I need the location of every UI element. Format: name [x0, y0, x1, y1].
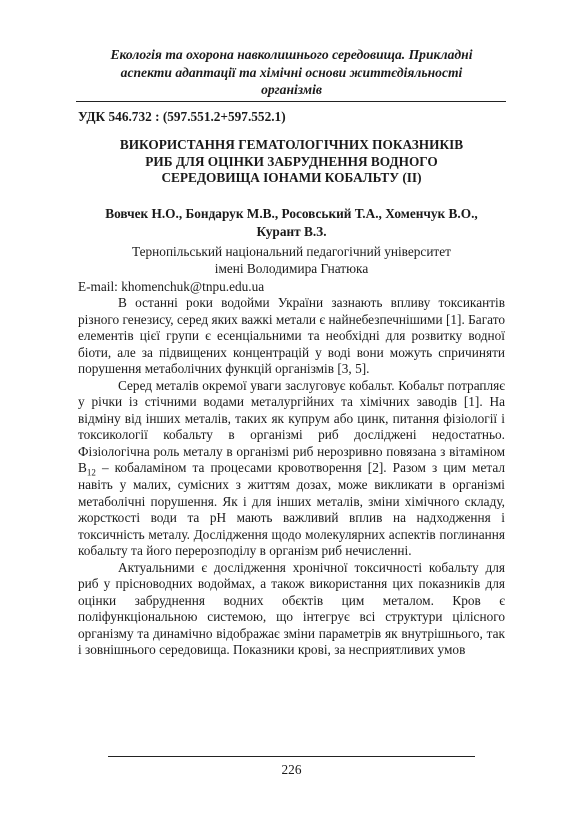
body-paragraph: Актуальними є дослідження хронічної токсичності кобальту для риб у прісноводних водоймах, а також використання цих показників для оцінки забруднення водних обєктів цим металом. Кров є поліфункціональною системою, що інтегрує всі структури цілісного організму та динамічно відображає зміни параметрів як внутрішнього, так і зовнішнього середовища. Показники крові, за несприятливих умов — [78, 559, 505, 658]
body-text: – кобаламіном та процесами кровотворення [2]. Разом з цим метал навіть у малих, сумісних з життям дозах, може викликати в організмі метаболічні порушення. Як і для інших металів, зміни хімічного складу, жорсткості води та pH мають важливий вплив на надходження і токсичність металу. Дослідження щодо молекулярних аспектів поглинання кобальту та його перерозподілу в організм риб нечисленні. — [78, 460, 505, 559]
body-text: Серед металів окремої уваги заслуговує кобальт. Кобальт потрапляє у річки із стічними водами металургійних та хімічних заводів [1]. На відміну від інших металів, таких як купрум або цинк, питання фізіології і токсикології кобальту в організмі риб досліджені недостатньо. Фізіологічна роль металу в організмі риб нерозривно повязана з вітаміном B — [78, 377, 505, 476]
running-header-line: організмів — [261, 82, 322, 97]
running-header-line: Екологія та охорона навколишнього середовища. Прикладні — [110, 47, 473, 62]
paper-title-line: РИБ ДЛЯ ОЦІНКИ ЗАБРУДНЕННЯ ВОДНОГО — [145, 153, 438, 169]
header-divider — [76, 101, 506, 102]
page-number: 226 — [281, 762, 302, 777]
affiliation-line: Тернопільський національний педагогічний університет — [132, 244, 451, 259]
contact-email: E-mail: khomenchuk@tnpu.edu.ua — [78, 279, 265, 294]
footer-divider — [108, 756, 475, 757]
udc-code: УДК 546.732 : (597.551.2+597.552.1) — [78, 109, 286, 124]
author-line: Курант В.З. — [256, 223, 327, 239]
author-list — [78, 205, 505, 240]
author-line: Вовчек Н.О., Бондарук М.В., Росовський Т.А., Хоменчук В.О., — [105, 206, 478, 221]
running-header — [78, 46, 505, 99]
affiliation-line: імені Володимира Гнатюка — [214, 261, 369, 276]
article-body — [78, 295, 505, 659]
paper-title-line: СЕРЕДОВИЩА ІОНАМИ КОБАЛЬТУ (ІІ) — [161, 170, 422, 185]
body-paragraph: В останні роки водойми України зазнають впливу токсикантів різного генезису, серед яких важкі метали є найнебезпечнішими [1]. Багато елементів цієї групи є есенціальними та необхідні для розвитку водної біоти, але за підвищених концентрацій у воді вони можуть спричиняти порушення метаболічних функцій організмів [3, 5]. — [78, 295, 505, 377]
affiliation — [78, 243, 505, 277]
paper-title — [78, 137, 505, 187]
body-paragraph — [78, 378, 505, 560]
running-header-line: аспекти адаптації та хімічні основи життєдіяльності — [120, 64, 463, 80]
subscript: 12 — [86, 468, 96, 479]
paper-title-line: ВИКОРИСТАННЯ ГЕМАТОЛОГІЧНИХ ПОКАЗНИКІВ — [119, 137, 464, 152]
